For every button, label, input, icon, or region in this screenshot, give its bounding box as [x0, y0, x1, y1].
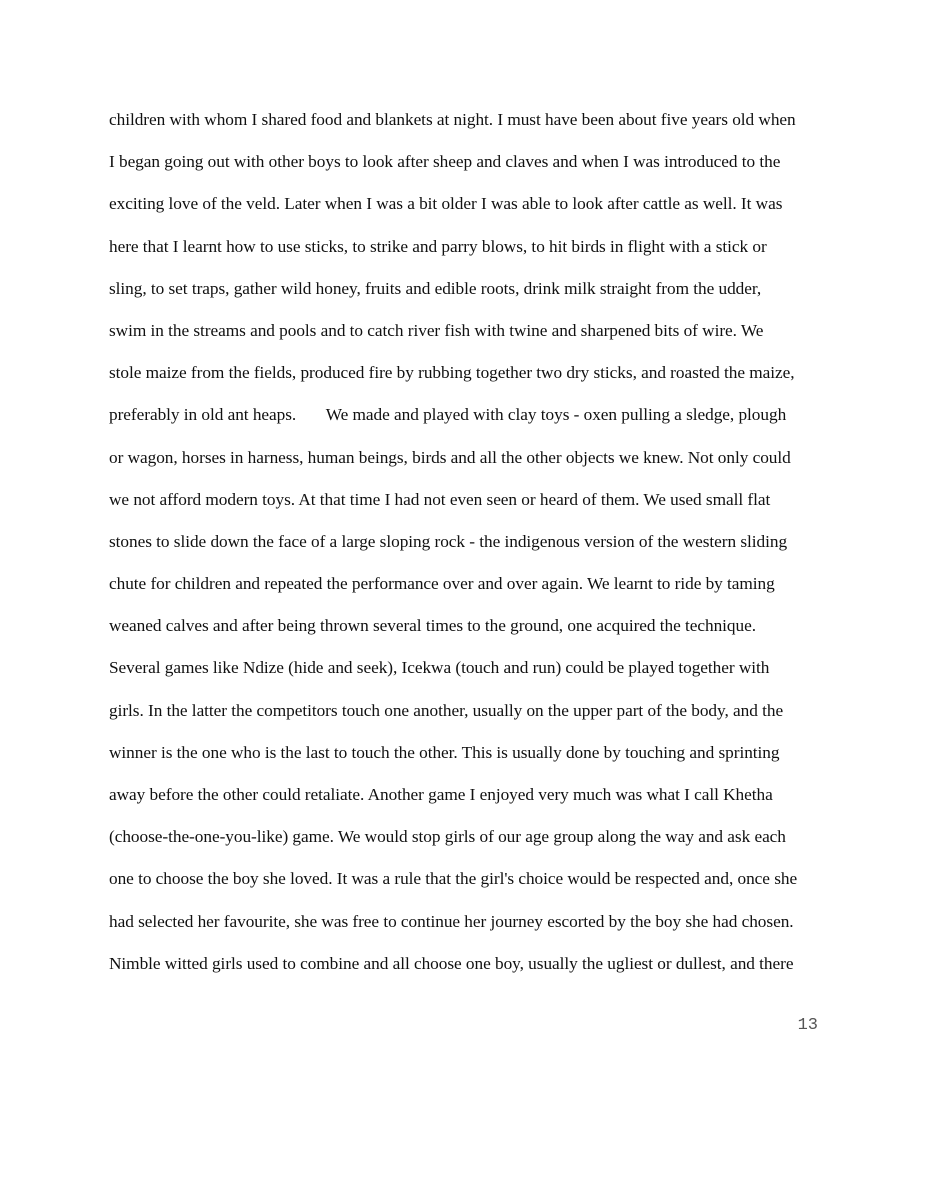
text-line: or wagon, horses in harness, human beings, birds and all the other objects we knew. Not only could	[109, 447, 791, 467]
text-line: weaned calves and after being thrown several times to the ground, one acquired the technique.	[109, 616, 756, 636]
text-line: children with whom I shared food and blankets at night. I must have been about five years old when	[109, 110, 796, 129]
text-line: preferably in old ant heaps. We made and played with clay toys - oxen pulling a sledge, plough	[109, 405, 787, 425]
text-line: swim in the streams and pools and to catch river fish with twine and sharpened bits of wire. We	[109, 320, 764, 340]
text-line: one to choose the boy she loved. It was a rule that the girl's choice would be respected and, once she	[109, 869, 798, 889]
text-line: (choose-the-one-you-like) game. We would stop girls of our age group along the way and ask each	[109, 827, 786, 847]
text-line: stole maize from the fields, produced fire by rubbing together two dry sticks, and roasted the maize,	[109, 363, 795, 383]
text-line: we not afford modern toys. At that time I had not even seen or heard of them. We used small flat	[109, 489, 771, 509]
text-line: Several games like Ndize (hide and seek), Icekwa (touch and run) could be played together with	[109, 658, 770, 678]
text-line: had selected her favourite, she was free to continue her journey escorted by the boy she had chosen.	[109, 911, 794, 931]
page-number: 13	[797, 1016, 818, 1035]
text-line: girls. In the latter the competitors touch one another, usually on the upper part of the body, and the	[109, 700, 784, 720]
text-line: sling, to set traps, gather wild honey, fruits and edible roots, drink milk straight from the udder,	[109, 278, 762, 298]
body-text	[109, 106, 829, 992]
text-line: exciting love of the veld. Later when I was a bit older I was able to look after cattle as well. It was	[109, 194, 783, 214]
text-line: I began going out with other boys to look after sheep and claves and when I was introduced to the	[109, 152, 781, 172]
text-line: Nimble witted girls used to combine and all choose one boy, usually the ugliest or dullest, and there	[109, 953, 794, 973]
text-line: chute for children and repeated the performance over and over again. We learnt to ride by taming	[109, 574, 775, 594]
text-line: away before the other could retaliate. Another game I enjoyed very much was what I call Khetha	[109, 785, 773, 804]
text-line: stones to slide down the face of a large sloping rock - the indigenous version of the western sliding	[109, 531, 788, 551]
text-line: winner is the one who is the last to touch the other. This is usually done by touching and sprinting	[109, 742, 780, 762]
text-line: here that I learnt how to use sticks, to strike and parry blows, to hit birds in flight with a stick or	[109, 236, 767, 256]
